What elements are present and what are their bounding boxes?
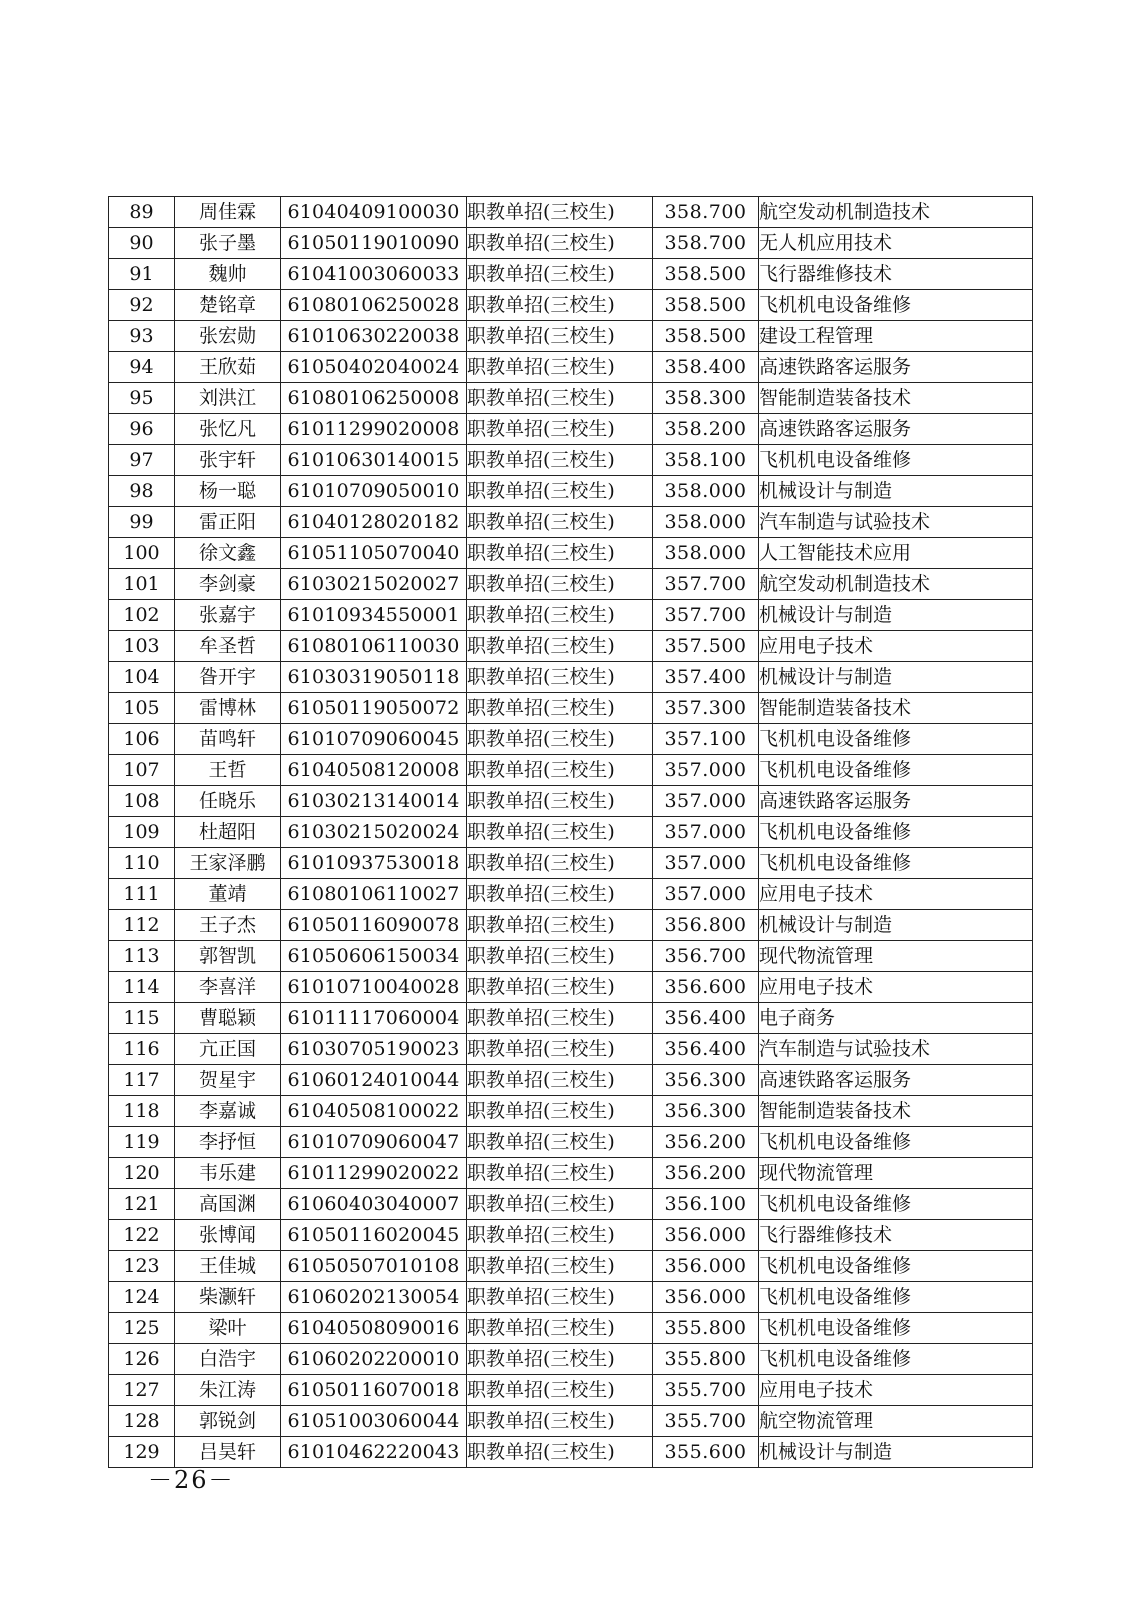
table-row — [109, 507, 1033, 538]
student-name-cell: 李嘉诚 — [175, 1096, 281, 1127]
table-row — [109, 1034, 1033, 1065]
major-cell: 飞机机电设备维修 — [759, 848, 1033, 879]
exam-id-cell: 61060202200010 — [281, 1344, 467, 1375]
exam-id-cell: 61041003060033 — [281, 259, 467, 290]
admission-category-cell: 职教单招(三校生) — [467, 321, 653, 352]
exam-id-cell: 61030319050118 — [281, 662, 467, 693]
score-cell: 356.000 — [653, 1282, 759, 1313]
major-cell: 机械设计与制造 — [759, 476, 1033, 507]
row-number-cell: 95 — [109, 383, 175, 414]
student-name-cell: 贺星宇 — [175, 1065, 281, 1096]
table-row — [109, 848, 1033, 879]
exam-id-cell: 61010709050010 — [281, 476, 467, 507]
table-row — [109, 1220, 1033, 1251]
score-cell: 358.500 — [653, 290, 759, 321]
table-row — [109, 383, 1033, 414]
row-number-cell: 103 — [109, 631, 175, 662]
student-name-cell: 董靖 — [175, 879, 281, 910]
table-row — [109, 1282, 1033, 1313]
score-cell: 356.300 — [653, 1065, 759, 1096]
score-cell: 358.700 — [653, 197, 759, 228]
table-row — [109, 1096, 1033, 1127]
admission-category-cell: 职教单招(三校生) — [467, 910, 653, 941]
major-cell: 飞机机电设备维修 — [759, 1189, 1033, 1220]
exam-id-cell: 61050116090078 — [281, 910, 467, 941]
row-number-cell: 113 — [109, 941, 175, 972]
row-number-cell: 120 — [109, 1158, 175, 1189]
admission-category-cell: 职教单招(三校生) — [467, 600, 653, 631]
row-number-cell: 97 — [109, 445, 175, 476]
row-number-cell: 127 — [109, 1375, 175, 1406]
admission-category-cell: 职教单招(三校生) — [467, 972, 653, 1003]
exam-id-cell: 61030213140014 — [281, 786, 467, 817]
student-name-cell: 苗鸣轩 — [175, 724, 281, 755]
exam-id-cell: 61010934550001 — [281, 600, 467, 631]
row-number-cell: 114 — [109, 972, 175, 1003]
student-name-cell: 韦乐建 — [175, 1158, 281, 1189]
row-number-cell: 118 — [109, 1096, 175, 1127]
admission-category-cell: 职教单招(三校生) — [467, 1189, 653, 1220]
exam-id-cell: 61011299020022 — [281, 1158, 467, 1189]
student-name-cell: 梁叶 — [175, 1313, 281, 1344]
exam-id-cell: 61040128020182 — [281, 507, 467, 538]
row-number-cell: 115 — [109, 1003, 175, 1034]
score-cell: 357.000 — [653, 755, 759, 786]
admission-category-cell: 职教单招(三校生) — [467, 228, 653, 259]
admission-category-cell: 职教单招(三校生) — [467, 1251, 653, 1282]
admission-category-cell: 职教单招(三校生) — [467, 786, 653, 817]
admission-category-cell: 职教单招(三校生) — [467, 1220, 653, 1251]
student-name-cell: 郭智凯 — [175, 941, 281, 972]
table-row — [109, 1003, 1033, 1034]
student-name-cell: 刘洪江 — [175, 383, 281, 414]
exam-id-cell: 61050116070018 — [281, 1375, 467, 1406]
admission-category-cell: 职教单招(三校生) — [467, 1313, 653, 1344]
exam-id-cell: 61051105070040 — [281, 538, 467, 569]
row-number-cell: 104 — [109, 662, 175, 693]
admission-category-cell: 职教单招(三校生) — [467, 631, 653, 662]
row-number-cell: 110 — [109, 848, 175, 879]
major-cell: 机械设计与制造 — [759, 662, 1033, 693]
table-row — [109, 538, 1033, 569]
score-cell: 356.700 — [653, 941, 759, 972]
student-name-cell: 杨一聪 — [175, 476, 281, 507]
student-name-cell: 王子杰 — [175, 910, 281, 941]
exam-id-cell: 61040508100022 — [281, 1096, 467, 1127]
exam-id-cell: 61010630220038 — [281, 321, 467, 352]
admission-category-cell: 职教单招(三校生) — [467, 1034, 653, 1065]
exam-id-cell: 61050116020045 — [281, 1220, 467, 1251]
row-number-cell: 126 — [109, 1344, 175, 1375]
major-cell: 建设工程管理 — [759, 321, 1033, 352]
major-cell: 航空发动机制造技术 — [759, 197, 1033, 228]
row-number-cell: 91 — [109, 259, 175, 290]
score-cell: 357.700 — [653, 569, 759, 600]
major-cell: 飞机机电设备维修 — [759, 817, 1033, 848]
major-cell: 飞行器维修技术 — [759, 259, 1033, 290]
score-cell: 356.100 — [653, 1189, 759, 1220]
student-name-cell: 任晓乐 — [175, 786, 281, 817]
major-cell: 高速铁路客运服务 — [759, 414, 1033, 445]
exam-id-cell: 61011117060004 — [281, 1003, 467, 1034]
exam-id-cell: 61010462220043 — [281, 1437, 467, 1468]
exam-id-cell: 61050119050072 — [281, 693, 467, 724]
exam-id-cell: 61040508120008 — [281, 755, 467, 786]
admission-category-cell: 职教单招(三校生) — [467, 817, 653, 848]
score-cell: 358.500 — [653, 321, 759, 352]
score-cell: 357.000 — [653, 786, 759, 817]
student-name-cell: 张嘉宇 — [175, 600, 281, 631]
major-cell: 航空物流管理 — [759, 1406, 1033, 1437]
exam-id-cell: 61010937530018 — [281, 848, 467, 879]
major-cell: 飞机机电设备维修 — [759, 1251, 1033, 1282]
score-cell: 356.200 — [653, 1127, 759, 1158]
admission-category-cell: 职教单招(三校生) — [467, 445, 653, 476]
major-cell: 智能制造装备技术 — [759, 1096, 1033, 1127]
student-name-cell: 张博闻 — [175, 1220, 281, 1251]
major-cell: 飞机机电设备维修 — [759, 1127, 1033, 1158]
student-name-cell: 吕昊轩 — [175, 1437, 281, 1468]
student-name-cell: 周佳霖 — [175, 197, 281, 228]
student-name-cell: 杜超阳 — [175, 817, 281, 848]
student-name-cell: 楚铭章 — [175, 290, 281, 321]
row-number-cell: 107 — [109, 755, 175, 786]
exam-id-cell: 61010709060047 — [281, 1127, 467, 1158]
major-cell: 高速铁路客运服务 — [759, 786, 1033, 817]
score-cell: 358.000 — [653, 538, 759, 569]
student-name-cell: 朱江涛 — [175, 1375, 281, 1406]
major-cell: 高速铁路客运服务 — [759, 352, 1033, 383]
row-number-cell: 101 — [109, 569, 175, 600]
student-name-cell: 昝开宇 — [175, 662, 281, 693]
student-name-cell: 魏帅 — [175, 259, 281, 290]
row-number-cell: 111 — [109, 879, 175, 910]
row-number-cell: 105 — [109, 693, 175, 724]
admission-category-cell: 职教单招(三校生) — [467, 941, 653, 972]
major-cell: 飞机机电设备维修 — [759, 1313, 1033, 1344]
major-cell: 机械设计与制造 — [759, 1437, 1033, 1468]
admission-category-cell: 职教单招(三校生) — [467, 259, 653, 290]
major-cell: 汽车制造与试验技术 — [759, 1034, 1033, 1065]
table-row — [109, 755, 1033, 786]
major-cell: 高速铁路客运服务 — [759, 1065, 1033, 1096]
row-number-cell: 123 — [109, 1251, 175, 1282]
score-cell: 356.400 — [653, 1003, 759, 1034]
row-number-cell: 117 — [109, 1065, 175, 1096]
admission-category-cell: 职教单招(三校生) — [467, 383, 653, 414]
table-row — [109, 1313, 1033, 1344]
table-row — [109, 631, 1033, 662]
student-name-cell: 王哲 — [175, 755, 281, 786]
table-row — [109, 352, 1033, 383]
student-name-cell: 李喜洋 — [175, 972, 281, 1003]
score-cell: 357.000 — [653, 879, 759, 910]
row-number-cell: 121 — [109, 1189, 175, 1220]
student-name-cell: 王家泽鹏 — [175, 848, 281, 879]
admission-category-cell: 职教单招(三校生) — [467, 693, 653, 724]
exam-id-cell: 61050606150034 — [281, 941, 467, 972]
admission-category-cell: 职教单招(三校生) — [467, 1065, 653, 1096]
table-row — [109, 693, 1033, 724]
score-cell: 356.600 — [653, 972, 759, 1003]
row-number-cell: 109 — [109, 817, 175, 848]
student-name-cell: 高国渊 — [175, 1189, 281, 1220]
admission-category-cell: 职教单招(三校生) — [467, 662, 653, 693]
student-name-cell: 柴灏轩 — [175, 1282, 281, 1313]
exam-id-cell: 61010630140015 — [281, 445, 467, 476]
exam-id-cell: 61050507010108 — [281, 1251, 467, 1282]
admission-category-cell: 职教单招(三校生) — [467, 538, 653, 569]
major-cell: 飞机机电设备维修 — [759, 755, 1033, 786]
score-cell: 355.700 — [653, 1406, 759, 1437]
exam-id-cell: 61030215020027 — [281, 569, 467, 600]
student-name-cell: 李抒恒 — [175, 1127, 281, 1158]
student-name-cell: 郭锐剑 — [175, 1406, 281, 1437]
score-cell: 358.400 — [653, 352, 759, 383]
admission-table — [108, 196, 1033, 1468]
score-cell: 357.000 — [653, 848, 759, 879]
exam-id-cell: 61010710040028 — [281, 972, 467, 1003]
row-number-cell: 129 — [109, 1437, 175, 1468]
row-number-cell: 93 — [109, 321, 175, 352]
student-name-cell: 徐文鑫 — [175, 538, 281, 569]
row-number-cell: 108 — [109, 786, 175, 817]
row-number-cell: 102 — [109, 600, 175, 631]
score-cell: 357.300 — [653, 693, 759, 724]
row-number-cell: 96 — [109, 414, 175, 445]
table-row — [109, 1065, 1033, 1096]
major-cell: 应用电子技术 — [759, 631, 1033, 662]
page-number: －26－ — [148, 1466, 235, 1494]
exam-id-cell: 61040508090016 — [281, 1313, 467, 1344]
table-row — [109, 1375, 1033, 1406]
student-name-cell: 雷博林 — [175, 693, 281, 724]
major-cell: 人工智能技术应用 — [759, 538, 1033, 569]
row-number-cell: 92 — [109, 290, 175, 321]
row-number-cell: 112 — [109, 910, 175, 941]
table-row — [109, 817, 1033, 848]
row-number-cell: 100 — [109, 538, 175, 569]
score-cell: 356.400 — [653, 1034, 759, 1065]
score-cell: 357.100 — [653, 724, 759, 755]
admission-category-cell: 职教单招(三校生) — [467, 1158, 653, 1189]
student-name-cell: 张子墨 — [175, 228, 281, 259]
score-cell: 358.300 — [653, 383, 759, 414]
score-cell: 358.000 — [653, 507, 759, 538]
table-row — [109, 786, 1033, 817]
admission-category-cell: 职教单招(三校生) — [467, 476, 653, 507]
admission-category-cell: 职教单招(三校生) — [467, 755, 653, 786]
table-body — [109, 197, 1033, 1468]
score-cell: 356.200 — [653, 1158, 759, 1189]
table-row — [109, 476, 1033, 507]
table-row — [109, 1127, 1033, 1158]
exam-id-cell: 61080106110027 — [281, 879, 467, 910]
row-number-cell: 125 — [109, 1313, 175, 1344]
table-row — [109, 321, 1033, 352]
admission-category-cell: 职教单招(三校生) — [467, 1282, 653, 1313]
exam-id-cell: 61080106250008 — [281, 383, 467, 414]
exam-id-cell: 61050119010090 — [281, 228, 467, 259]
student-name-cell: 王佳城 — [175, 1251, 281, 1282]
table-row — [109, 290, 1033, 321]
row-number-cell: 98 — [109, 476, 175, 507]
major-cell: 应用电子技术 — [759, 879, 1033, 910]
major-cell: 智能制造装备技术 — [759, 383, 1033, 414]
major-cell: 机械设计与制造 — [759, 910, 1033, 941]
score-cell: 357.400 — [653, 662, 759, 693]
admission-category-cell: 职教单招(三校生) — [467, 1003, 653, 1034]
table-row — [109, 1189, 1033, 1220]
table-row — [109, 569, 1033, 600]
score-cell: 355.800 — [653, 1313, 759, 1344]
exam-id-cell: 61051003060044 — [281, 1406, 467, 1437]
major-cell: 航空发动机制造技术 — [759, 569, 1033, 600]
major-cell: 智能制造装备技术 — [759, 693, 1033, 724]
student-name-cell: 牟圣哲 — [175, 631, 281, 662]
table-row — [109, 445, 1033, 476]
score-cell: 356.000 — [653, 1251, 759, 1282]
major-cell: 机械设计与制造 — [759, 600, 1033, 631]
table-row — [109, 259, 1033, 290]
admission-category-cell: 职教单招(三校生) — [467, 1437, 653, 1468]
major-cell: 飞机机电设备维修 — [759, 290, 1033, 321]
table-row — [109, 662, 1033, 693]
major-cell: 飞机机电设备维修 — [759, 1282, 1033, 1313]
student-name-cell: 张忆凡 — [175, 414, 281, 445]
student-name-cell: 曹聪颖 — [175, 1003, 281, 1034]
table-row — [109, 972, 1033, 1003]
table-row — [109, 1437, 1033, 1468]
table-row — [109, 1344, 1033, 1375]
admission-category-cell: 职教单招(三校生) — [467, 197, 653, 228]
student-name-cell: 亢正国 — [175, 1034, 281, 1065]
score-cell: 358.500 — [653, 259, 759, 290]
student-name-cell: 雷正阳 — [175, 507, 281, 538]
table-row — [109, 1158, 1033, 1189]
exam-id-cell: 61030705190023 — [281, 1034, 467, 1065]
table-row — [109, 414, 1033, 445]
exam-id-cell: 61080106250028 — [281, 290, 467, 321]
score-cell: 355.800 — [653, 1344, 759, 1375]
score-cell: 358.000 — [653, 476, 759, 507]
table-row — [109, 910, 1033, 941]
admission-category-cell: 职教单招(三校生) — [467, 1096, 653, 1127]
exam-id-cell: 61060403040007 — [281, 1189, 467, 1220]
row-number-cell: 122 — [109, 1220, 175, 1251]
major-cell: 现代物流管理 — [759, 1158, 1033, 1189]
major-cell: 飞机机电设备维修 — [759, 445, 1033, 476]
major-cell: 汽车制造与试验技术 — [759, 507, 1033, 538]
major-cell: 应用电子技术 — [759, 972, 1033, 1003]
student-name-cell: 张宇轩 — [175, 445, 281, 476]
score-cell: 355.700 — [653, 1375, 759, 1406]
admission-category-cell: 职教单招(三校生) — [467, 1127, 653, 1158]
admission-category-cell: 职教单招(三校生) — [467, 848, 653, 879]
table-row — [109, 879, 1033, 910]
score-cell: 356.000 — [653, 1220, 759, 1251]
student-name-cell: 王欣茹 — [175, 352, 281, 383]
exam-id-cell: 61050402040024 — [281, 352, 467, 383]
score-cell: 355.600 — [653, 1437, 759, 1468]
row-number-cell: 106 — [109, 724, 175, 755]
row-number-cell: 89 — [109, 197, 175, 228]
admission-category-cell: 职教单招(三校生) — [467, 290, 653, 321]
table-row — [109, 724, 1033, 755]
major-cell: 无人机应用技术 — [759, 228, 1033, 259]
table-row — [109, 1406, 1033, 1437]
row-number-cell: 119 — [109, 1127, 175, 1158]
admission-category-cell: 职教单招(三校生) — [467, 414, 653, 445]
admission-category-cell: 职教单招(三校生) — [467, 1406, 653, 1437]
table-row — [109, 228, 1033, 259]
exam-id-cell: 61060124010044 — [281, 1065, 467, 1096]
exam-id-cell: 61040409100030 — [281, 197, 467, 228]
admission-category-cell: 职教单招(三校生) — [467, 879, 653, 910]
major-cell: 电子商务 — [759, 1003, 1033, 1034]
score-cell: 356.800 — [653, 910, 759, 941]
row-number-cell: 94 — [109, 352, 175, 383]
major-cell: 飞行器维修技术 — [759, 1220, 1033, 1251]
score-cell: 357.000 — [653, 817, 759, 848]
score-cell: 357.500 — [653, 631, 759, 662]
major-cell: 现代物流管理 — [759, 941, 1033, 972]
major-cell: 应用电子技术 — [759, 1375, 1033, 1406]
admission-category-cell: 职教单招(三校生) — [467, 352, 653, 383]
score-cell: 358.100 — [653, 445, 759, 476]
score-cell: 356.300 — [653, 1096, 759, 1127]
table-row — [109, 600, 1033, 631]
admission-category-cell: 职教单招(三校生) — [467, 507, 653, 538]
exam-id-cell: 61060202130054 — [281, 1282, 467, 1313]
table-row — [109, 941, 1033, 972]
row-number-cell: 128 — [109, 1406, 175, 1437]
exam-id-cell: 61010709060045 — [281, 724, 467, 755]
row-number-cell: 90 — [109, 228, 175, 259]
table-row — [109, 1251, 1033, 1282]
row-number-cell: 116 — [109, 1034, 175, 1065]
exam-id-cell: 61030215020024 — [281, 817, 467, 848]
admission-category-cell: 职教单招(三校生) — [467, 1375, 653, 1406]
major-cell: 飞机机电设备维修 — [759, 724, 1033, 755]
admission-category-cell: 职教单招(三校生) — [467, 1344, 653, 1375]
admission-category-cell: 职教单招(三校生) — [467, 724, 653, 755]
row-number-cell: 124 — [109, 1282, 175, 1313]
table-row — [109, 197, 1033, 228]
exam-id-cell: 61080106110030 — [281, 631, 467, 662]
admission-category-cell: 职教单招(三校生) — [467, 569, 653, 600]
major-cell: 飞机机电设备维修 — [759, 1344, 1033, 1375]
student-name-cell: 张宏勋 — [175, 321, 281, 352]
score-cell: 357.700 — [653, 600, 759, 631]
score-cell: 358.700 — [653, 228, 759, 259]
score-cell: 358.200 — [653, 414, 759, 445]
student-name-cell: 白浩宇 — [175, 1344, 281, 1375]
student-name-cell: 李剑豪 — [175, 569, 281, 600]
exam-id-cell: 61011299020008 — [281, 414, 467, 445]
row-number-cell: 99 — [109, 507, 175, 538]
